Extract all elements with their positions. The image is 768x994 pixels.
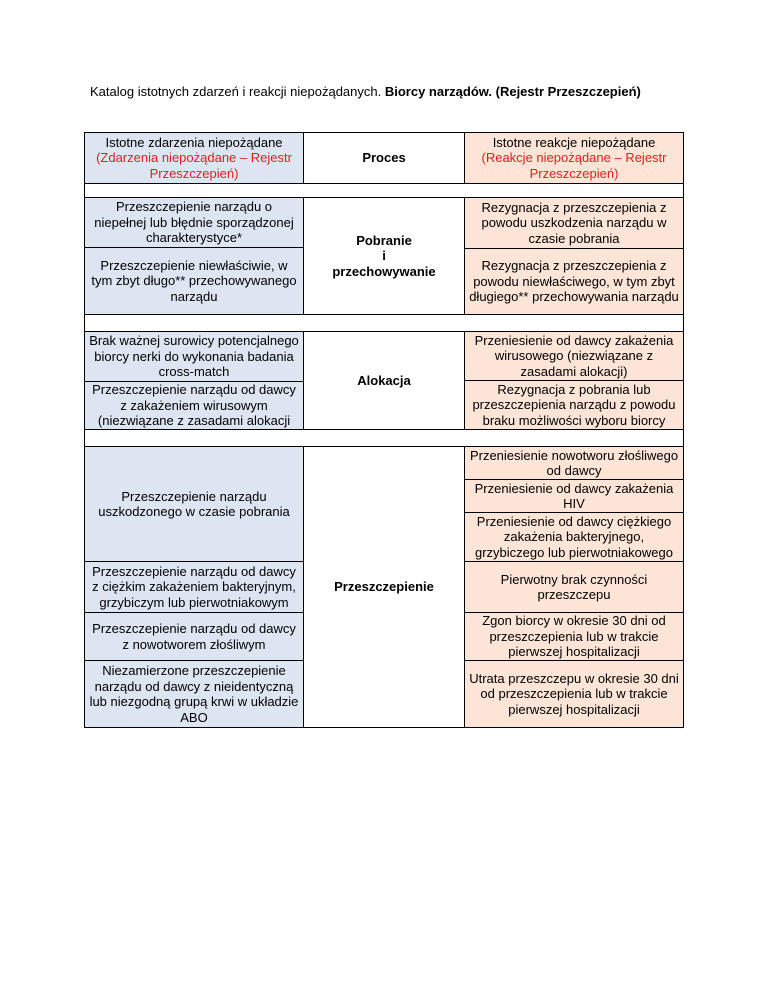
event-text: Przeszczepienie niewłaściwie, w tym zbyt długo** przechowywanego narządu [91, 257, 297, 304]
header-process-cell [303, 132, 465, 184]
spacer-row [84, 314, 684, 332]
process-text: i [382, 248, 386, 264]
event-text: Przeszczepienie narządu od dawcy z ciężkim zakażeniem bakteryjnym, grzybiczym lub pierwotniakowym [92, 563, 296, 610]
event-cell [84, 612, 304, 661]
reaction-cell [464, 660, 684, 728]
event-cell [84, 381, 304, 430]
reaction-text: Przeniesienie od dawcy ciężkiego zakażenia bakteryjnego, grzybiczego lub pierwotniakowego [474, 513, 673, 560]
title-bold: Biorcy narządów. (Rejestr Przeszczepień) [384, 84, 641, 99]
event-text: Brak ważnej surowicy potencjalnego biorcy nerki do wykonania badania cross-match [89, 333, 299, 380]
header-events-label: Istotne zdarzenia niepożądane [105, 134, 283, 150]
event-text: Przeszczepienie narządu uszkodzonego w czasie pobrania [98, 488, 290, 519]
event-cell [84, 197, 304, 248]
reaction-text: Utrata przeszczepu w okresie 30 dni od przeszczepienia lub w trakcie pierwszej hospitalizacji [469, 670, 679, 717]
header-events-red: (Zdarzenia niepożądane – Rejestr Przeszczepień) [96, 150, 292, 181]
event-cell [84, 446, 304, 562]
event-cell [84, 561, 304, 613]
event-text: Niezamierzone przeszczepienie narządu od dawcy z nieidentyczną lub niezgodną grupą krwi w układzie ABO [89, 663, 299, 725]
reaction-text: Przeniesienie od dawcy zakażenia wirusowego (niezwiązane z zasadami alokacji) [474, 332, 674, 379]
reaction-text: Przeniesienie nowotworu złośliwego od dawcy [469, 447, 679, 478]
reaction-text: Przeniesienie od dawcy zakażenia HIV [474, 480, 674, 511]
header-reactions-red: (Reakcje niepożądane – Rejestr Przeszczepień) [481, 150, 667, 181]
header-reactions-label: Istotne reakcje niepożądane [492, 134, 656, 150]
spacer-row [84, 183, 684, 198]
document-title [90, 84, 641, 99]
process-text: przechowywanie [332, 263, 436, 279]
reaction-cell [464, 446, 684, 480]
process-text: Przeszczepienie [334, 579, 434, 595]
event-text: Przeszczepienie narządu o niepełnej lub błędnie sporządzonej charakterystyce* [94, 199, 294, 246]
reaction-text: Pierwotny brak czynności przeszczepu [500, 571, 648, 602]
reaction-text: Zgon biorcy w okresie 30 dni od przeszczepienia lub w trakcie pierwszej hospitalizacji [482, 613, 666, 660]
reaction-text: Rezygnacja z przeszczepienia z powodu niewłaściwego, w tym zbyt długiego** przechowywania narządu [469, 258, 679, 305]
reaction-cell [464, 248, 684, 315]
reaction-cell [464, 380, 684, 430]
reaction-cell [464, 197, 684, 249]
process-text: Pobranie [356, 232, 412, 248]
process-text: Alokacja [357, 372, 411, 388]
header-events-cell [84, 132, 304, 184]
reaction-text: Rezygnacja z przeszczepienia z powodu uszkodzenia narządu w czasie pobrania [481, 199, 667, 246]
process-cell-przeszczepienie [303, 446, 465, 728]
reaction-cell [464, 612, 684, 661]
reaction-cell [464, 512, 684, 562]
header-reactions-cell [464, 132, 684, 184]
reaction-cell [464, 561, 684, 613]
reaction-cell [464, 331, 684, 381]
event-text: Przeszczepienie narządu od dawcy z zakażeniem wirusowym (niezwiązane z zasadami alokacji [92, 382, 296, 429]
process-cell-pobranie [303, 197, 465, 315]
spacer-row [84, 429, 684, 447]
reaction-text: Rezygnacja z pobrania lub przeszczepienia narządu z powodu braku możliwości wyboru biorcy [472, 381, 676, 428]
event-text: Przeszczepienie narządu od dawcy z nowotworem złośliwym [92, 621, 296, 652]
title-prefix: Katalog istotnych zdarzeń i reakcji niepożądanych. [90, 84, 382, 99]
process-cell-alokacja [303, 331, 465, 430]
event-cell [84, 660, 304, 728]
reaction-cell [464, 479, 684, 513]
event-cell [84, 247, 304, 315]
header-process-label: Proces [362, 150, 406, 166]
event-cell [84, 331, 304, 382]
